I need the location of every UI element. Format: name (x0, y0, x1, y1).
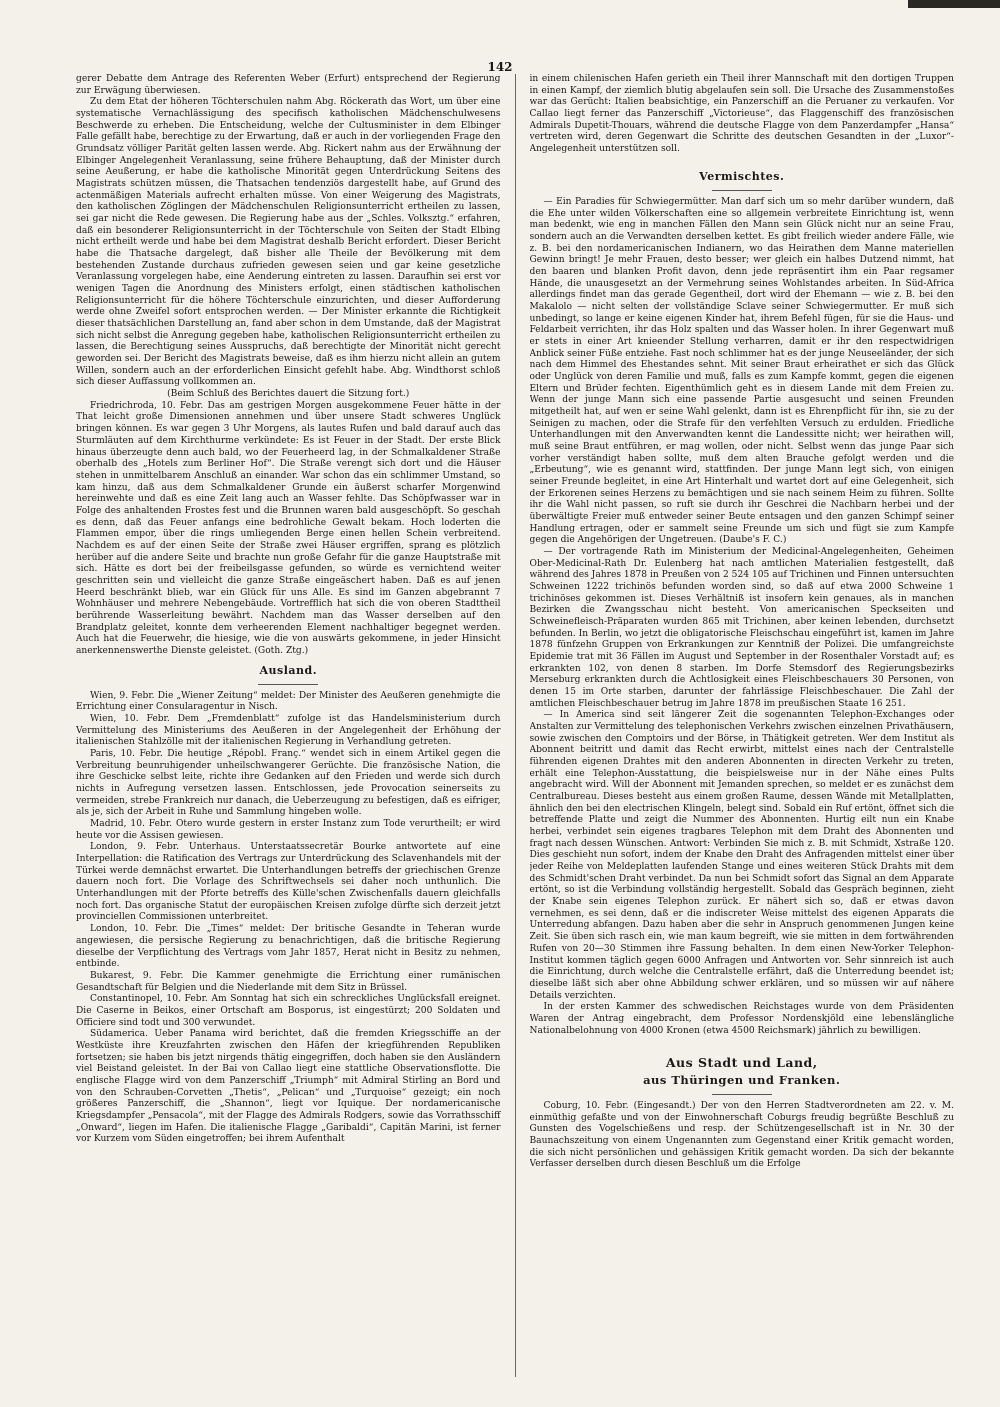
paragraph: Bukarest, 9. Febr. Die Kammer genehmigte die Errichtung einer rumänischen Gesandtschaft für Belgien und die Niederlande mit dem Sitz in Brüssel. (76, 970, 501, 993)
scan-edge-mark (908, 0, 1000, 8)
text-columns (76, 74, 954, 1377)
paragraph: — Ein Paradies für Schwiegermütter. Man darf sich um so mehr darüber wundern, daß die Ehe unter wilden Völkerschaften eine so allgemein verbreitete Einrichtung ist, wenn man bedenkt, wie eng in manchen Fällen den Mann sein Glück nicht nur an seine Frau, sondern auch an die Verwandten derselben kettet. Es gibt freilich wieder andere Fälle, wie z. B. bei den nordamericanischen Indianern, wo das Heirathen dem Manne materiellen Gewinn bringt! Je mehr Frauen, desto besser; wer gleich ein halbes Dutzend nimmt, hat den baaren und blanken Profit davon, denn jede repräsentirt ihm ein Paar regsamer Hände, die unausgesetzt an der Vermehrung seines Wohlstandes arbeiten. In Süd-Africa allerdings findet man das gerade Gegentheil, dort wird der Ehemann — wie z. B. bei den Makalolo — nicht selten der vollständige Sclave seiner Schwiegermutter. Er muß sich unbedingt, so lange er keine eigenen Kinder hat, ihrem Befehl fügen, für sie die Haus- und Feldarbeit verrichten, ihr das Holz spalten und das Wasser holen. In ihrer Gegenwart muß er stets in einer Art knieender Stellung verharren, damit er ihr den respectwidrigen Anblick seiner Füße entziehe. Fast noch schlimmer hat es der junge Neuseeländer, der sich nach dem Himmel des Ehestandes sehnt. Mit seiner Braut erheirathet er sich das Glück oder Unglück von deren Familie und muß, falls es zum Kampfe kommt, gegen die eigenen Eltern und Brüder fechten. Eigenthümlich geht es in diesem Lande mit dem Freien zu. Wenn der junge Mann sich eine passende Partie ausgesucht und seinen Freunden mitgetheilt hat, auf wen er seine Wahl gelenkt, dann ist es Ehrenpflicht für ihn, sie zu der Seinigen zu machen, oder die Strafe für den verfehlten Versuch zu erdulden. Friedliche Unterhandlungen mit den Anverwandten kennt die Landessitte nicht; wer heirathen will, muß seine Braut entführen, er mag wollen, oder nicht. Selbst wenn das junge Paar sich vorher verständigt haben sollte, muß dem alten Brauche gefolgt werden und die „Erbeutung“, wie es genannt wird, stattfinden. Der junge Mann legt sich, von einigen seiner Freunde begleitet, in eine Art Hinterhalt und wartet dort auf eine Gelegenheit, sich der Erkorenen seines Herzens zu bemächtigen und sie nach seinem Heim zu führen. Sollte ihr die Wahl nicht passen, so ruft sie durch ihr Geschrei die Nachbarn herbei und der überwältigte Freier muß entweder seiner Beute entsagen und den ganzen Schimpf seiner Handlung ertragen, oder er sammelt seine Freunde um sich und fügt sie zum Kampfe gegen die Angehörigen der Ungetreuen. (Daube's F. C.) (529, 196, 954, 546)
heading-rule (258, 684, 318, 685)
column-divider (515, 74, 516, 1377)
page-number: 142 (487, 60, 513, 74)
paragraph: London, 9. Febr. Unterhaus. Unterstaatssecretär Bourke antwortete auf eine Interpellation: die Ratification des Vertrags zur Unterdrückung des Sclavenhandels mit der Türkei werde demnächst erwartet. Die Unterhandlungen betreffs der griechischen Grenze dauern noch fort. Die Vorlage des Schriftwechsels sei daher noch unthunlich. Die Unterhandlungen mit der Pforte betreffs des Külle'schen Zwischenfalls dauern gleichfalls noch fort. Das organische Statut der europäischen Kreisen zufolge dürfte sich derzeit jetzt provinciellen Commissionen unterbreitet. (76, 842, 501, 923)
paragraph: London, 10. Febr. Die „Times“ meldet: Der britische Gesandte in Teheran wurde angewiesen, die persische Regierung zu benachrichtigen, daß die britische Regierung dieselbe der Verpflichtung des Vertrags vom Jahr 1857, Herat nicht in Besitz zu nehmen, entbinde. (76, 924, 501, 970)
paragraph: Friedrichroda, 10. Febr. Das am gestrigen Morgen ausgekommene Feuer hätte in der That leicht große Dimensionen annehmen und über unsere Stadt schweres Unglück bringen können. Es war gegen 3 Uhr Morgens, als lautes Rufen und bald darauf auch das Sturmläuten auf dem Kirchthurme verkündete: Es ist Feuer in der Stadt. Der erste Blick hinaus überzeugte denn auch bald, wo der Feuerheerd lag, in der Schmalkaldener Straße oberhalb des „Hotels zum Berliner Hof“. Die Straße verengt sich dort und die Häuser stehen in unmittelbarem Anschluß an einander. War schon das ein schlimmer Umstand, so kam hinzu, daß aus dem Schmalkaldener Grunde ein äußerst scharfer Morgenwind hereinwehte und daß es eine Zeit lang auch an Wasser fehlte. Das Schöpfwasser war in Folge des anhaltenden Frostes fest und die Brunnen waren bald ausgeschöpft. So geschah es denn, daß das Feuer anfangs eine bedrohliche Gewalt bekam. Hoch loderten die Flammen empor, über die rings umliegenden Berge einen hellen Schein verbreitend. Nachdem es auf der einen Seite der Straße zwei Häuser ergriffen, sprang es plötzlich herüber auf die andere Seite und brachte nun große Gefahr für die ganze Hauptstraße mit sich. Hätte es dort bei der freibeilsgasse gefunden, so würde es vernichtend weiter geschritten sein und vielleicht die ganze Straße eingeäschert haben. Daß es auf jenen Heerd beschränkt blieb, war ein Glück für uns Alle. Es sind im Ganzen abgebrannt 7 Wohnhäuser und mehrere Nebengebäude. Vortrefflich hat sich die von oberen Stadttheil berührende Wasserleitung bewährt. Nachdem man das Wasser derselben auf den Brandplatz geleitet, konnte dem verheerenden Element nachhaltiger begegnet werden. Auch hat die Feuerwehr, die hiesige, wie die von auswärts gekommene, in jeder Hinsicht anerkennenswerthe Dienste geleistet. (Goth. Ztg.) (76, 400, 501, 656)
paragraph: Coburg, 10. Febr. (Eingesandt.) Der von den Herren Stadtverordneten am 22. v. M. einmüthig gefaßte und von der Einwohnerschaft Coburgs freudig begrüßte Beschluß zu Gunsten des Vogelschießens und resp. der Schützengesellschaft ist in Nr. 30 der Baunachszeitung von einem Ungenannten zum Gegenstand einer Kritik gemacht worden, die sich nicht persönlichen und gehässigen Kritik gemacht worden. Da sich der bekannte Verfasser derselben durch diesen Beschluß um die Erfolge (529, 1101, 954, 1170)
paragraph: Wien, 9. Febr. Die „Wiener Zeitung“ meldet: Der Minister des Aeußeren genehmigte die Errichtung einer Consularagentur in Nisch. (76, 690, 501, 713)
paragraph: Paris, 10. Febr. Die heutige „Répobl. Franç.“ wendet sich in einem Artikel gegen die Verbreitung beunruhigender unheilschwangerer Gerüchte. Die französische Nation, die ihre Geschicke selbst leite, richte ihre Gedanken auf den Frieden und werde sich durch nichts in Aufregung versetzen lassen. Entschlossen, jede Provocation seinerseits zu vermeiden, strebe Frankreich nur danach, die Ueberzeugung zu befestigen, daß es eifriger, als je, sich der Arbeit in Ruhe und Sammlung hingeben wolle. (76, 749, 501, 818)
paragraph: In der ersten Kammer des schwedischen Reichstages wurde von dem Präsidenten Waren der Antrag eingebracht, dem Professor Nordenskjöld eine lebenslängliche Nationalbelohnung von 4000 Kronen (etwa 4500 Reichsmark) jährlich zu bewilligen. (529, 1002, 954, 1036)
paragraph: Zu dem Etat der höheren Töchterschulen nahm Abg. Röckerath das Wort, um über eine systematische Vernachlässigung des specifisch katholischen Mädchenschulwesens Beschwerde zu erheben. Die Entscheidung, welche der Cultusminister in dem Elbinger Falle gefällt habe, berechtige zu der Erwartung, daß er auch in der vorliegenden Frage den Grundsatz völliger Parität gelten lassen werde. Abg. Rickert nahm aus der Erwähnung der Elbinger Angelegenheit Veranlassung, seine frühere Behauptung, daß der Minister durch seine Aeußerung, er habe die katholische Minorität gegen Unterdrückung Seitens des Magistrats schützen müssen, die Thatsachen tendenziös dargestellt habe, auf Grund des actenmäßigen Materials aufrecht erhalten müsse. Von einer Weigerung des Magistrats, den katholischen Zöglingen der Mädchenschulen Religionsunterricht ertheilen zu lassen, sei gar nicht die Rede gewesen. Die Regierung habe aus der „Schles. Volksztg.“ erfahren, daß ein besonderer Religionsunterricht in der Töchterschule von Seiten der Stadt Elbing nicht ertheilt werde und habe bei dem Magistrat deshalb Bericht erfordert. Dieser Bericht habe die Thatsache dargelegt, daß bisher alle Theile der Bevölkerung mit dem bestehenden Zustande durchaus zufrieden gewesen seien und gar keine gesetzliche Veranlassung vorgelegen habe, eine Aenderung eintreten zu lassen. Daraufhin sei erst vor wenigen Tagen die Anordnung des Ministers erfolgt, einen städtischen katholischen Religionsunterricht für die höhere Töchterschule einzurichten, und dieser Aufforderung werde ohne Zweifel sofort entsprochen werden. — Der Minister erkannte die Richtigkeit dieser thatsächlichen Darstellung an, fand aber schon in dem Umstande, daß der Magistrat sich nicht selbst die Anregung gegeben habe, katholischen Religionsunterricht ertheilen zu lassen, die Berechtigung seines Ausspruchs, daß berechtigte der Minorität nicht gerecht geworden sei. Der Bericht des Magistrats beweise, daß es ihm hierzu nicht allein an gutem Willen, sondern auch an der erforderlichen Einsicht gefehlt habe. Abg. Windthorst schloß sich dieser Auffassung vollkommen an. (76, 97, 501, 388)
left-column (76, 74, 501, 1377)
paragraph: (Beim Schluß des Berichtes dauert die Sitzung fort.) (167, 389, 410, 400)
section-heading-stadt-land: Aus Stadt und Land, (665, 1055, 818, 1071)
paragraph: — In America sind seit längerer Zeit die sogenannten Telephon-Exchanges oder Anstalten zur Vermittelung des telephonischen Verkehrs zwischen einzelnen Privathäusern, sowie zwischen den Comptoirs und der Börse, in Thätigkeit getreten. Wer dem Institut als Abonnent beitritt und damit das Recht erwirbt, mittelst eines nach der Centralstelle führenden eigenen Drahtes mit den anderen Abonnenten in directen Verkehr zu treten, erhält eine Telephon-Ausstattung, die beispielsweise nur in der Nähe eines Pults angebracht wird. Will der Abonnent mit Jemanden sprechen, so meldet er es zunächst dem Centralbureau. Dieses besteht aus einem großen Raume, dessen Wände mit Metallplatten, ähnlich den bei den electrischen Klingeln, belegt sind. Sobald ein Ruf ertönt, öffnet sich die betreffende Platte und zeigt die Nummer des Abonnenten. Hurtig eilt nun ein Knabe herbei, verbindet sein eigenes tragbares Telephon mit dem Draht des Abonnenten und fragt nach dessen Wünschen. Antwort: Verbinden Sie mich z. B. mit Schmidt, Xstraße 120. Dies geschieht nun sofort, indem der Knabe den Draht des Anfragenden mittelst einer über jeder Reihe von Meldeplatten laufenden Stange und eines weiteren Stück Drahts mit dem des Schmidt'schen Draht verbindet. Da nun bei Schmidt sofort das Signal an dem Apparate ertönt, so ist die Verbindung vollständig hergestellt. Sobald das Gespräch beginnen, zieht der Knabe sein eigenes Telephon zurück. Er nähert sich so, daß er etwas davon vernehmen, es sei denn, daß er die indiscreter Weise mittelst des eigenen Apparats die Unterredung abfangen. Dazu haben aber die sehr in Anspruch genommenen Jungen keine Zeit. Sie üben sich rasch ein, wie man kaum begreift, wie sie mitten in dem fortwährenden Rufen von 20—30 Stimmen ihre Fassung behalten. In dem einen New-Yorker Telephon-Institut kommen täglich gegen 6000 Anfragen und Antworten vor. Sehr sinnreich ist auch die Einrichtung, durch welche die Centralstelle erfährt, daß die Unterredung beendet ist; dieselbe läßt sich aber ohne Abbildung schwer erklären, und so müssen wir auf nähere Details verzichten. (529, 710, 954, 1001)
right-column (530, 74, 955, 1377)
section-subheading-thueringen-franken: aus Thüringen und Franken. (643, 1073, 841, 1088)
section-heading-vermischtes: Vermischtes. (699, 169, 785, 183)
section-heading-ausland: Ausland. (259, 663, 318, 677)
paragraph: Wien, 10. Febr. Dem „Fremdenblatt“ zufolge ist das Handelsministerium durch Vermittelung des Ministeriums des Aeußeren in der Angelegenheit der Erhöhung der italienischen Stahlzölle mit der italienischen Regierung in Verhandlung getreten. (76, 714, 501, 748)
paragraph: Südamerica. Ueber Panama wird berichtet, daß die fremden Kriegsschiffe an der Westküste ihre Kreuzfahrten zwischen den Häfen der kriegführenden Republiken fortsetzen; sie haben bis jetzt nirgends thätig eingegriffen, doch haben sie den Ausländern viel Beistand geleistet. In der Bai von Callao liegt eine stattliche Observationsflotte. Die englische Flagge wird von dem Panzerschiff „Triumph“ mit Admiral Stirling an Bord und von den Schrauben-Corvetten „Thetis“, „Pelican“ und „Turquoise“ gezeigt; ein noch größeres Panzerschiff, die „Shannon“, liegt vor Iquique. Der nordamericanische Kriegsdampfer „Pensacola“, mit der Flagge des Admirals Rodgers, sowie das Vorrathsschiff „Onward“, liegen im Hafen. Die italienische Flagge „Garibaldi“, Capitän Marini, ist ferner vor Kurzem vom Süden eingetroffen; bei ihrem Aufenthalt (76, 1029, 501, 1145)
paragraph: in einem chilenischen Hafen gerieth ein Theil ihrer Mannschaft mit den dortigen Truppen in einen Kampf, der ziemlich blutig abgelaufen sein soll. Die Ursache des Zusammenstoßes war das Gerücht: Italien beabsichtige, ein Panzerschiff an die Peruaner zu verkaufen. Vor Callao liegt ferner das Panzerschiff „Victorieuse“, das Flaggenschiff des französischen Admirals Dupetit-Thouars, während die deutsche Flagge von dem Panzerdampfer „Hansa“ vertreten wird, deren Gegenwart die Schritte des deutschen Gesandten in der „Luxor“-Angelegenheit unterstützen soll. (529, 74, 954, 155)
paragraph: gerer Debatte dem Antrage des Referenten Weber (Erfurt) entsprechend der Regierung zur Erwägung überwiesen. (76, 74, 501, 96)
paragraph: — Der vortragende Rath im Ministerium der Medicinal-Angelegenheiten, Geheimen Ober-Medicinal-Rath Dr. Eulenberg hat nach amtlichen Materialien festgestellt, daß während des Jahres 1878 in Preußen von 2 524 105 auf Trichinen und Finnen untersuchten Schweinen 1222 trichinös befunden worden sind, so daß auf etwa 2000 Schweine 1 trichinöses gekommen ist. Dieses Verhältniß ist insofern kein genaues, als in manchen Bezirken die Zwangsschau nicht besteht. Von americanischen Speckseiten und Schweinefleisch-Präparaten wurden 865 mit Trichinen, aber keinen lebenden, durchsetzt befunden. In Berlin, wo jetzt die obligatorische Fleischschau eingeführt ist, kamen im Jahre 1878 fünfzehn Gruppen von Erkrankungen zur Kenntniß der Polizei. Die umfangreichste Epidemie trat mit 36 Fällen im August und September in der Rosenthaler Vorstadt auf; es erkrankten 102, von denen 8 starben. Im Dorfe Stemsdorf des Regierungsbezirks Merseburg erkrankten durch die Achtlosigkeit eines Fleischbeschauers 30 Personen, von denen 15 im Orte starben, darunter der fahrlässige Fleischbeschauer. Die Zahl der amtlichen Fleischbeschauer betrug im Jahre 1878 im preußischen Staate 16 251. (529, 546, 954, 709)
paragraph: Madrid, 10. Febr. Otero wurde gestern in erster Instanz zum Tode verurtheilt; er wird heute vor die Assisen gewiesen. (76, 819, 501, 841)
heading-rule (712, 190, 772, 191)
heading-rule (712, 1094, 772, 1095)
paragraph: Constantinopel, 10. Febr. Am Sonntag hat sich ein schreckliches Unglücksfall ereignet. Die Caserne in Beikos, einer Ortschaft am Bosporus, ist eingestürzt; 200 Soldaten und Officiere sind todt und 300 verwundet. (76, 994, 501, 1028)
